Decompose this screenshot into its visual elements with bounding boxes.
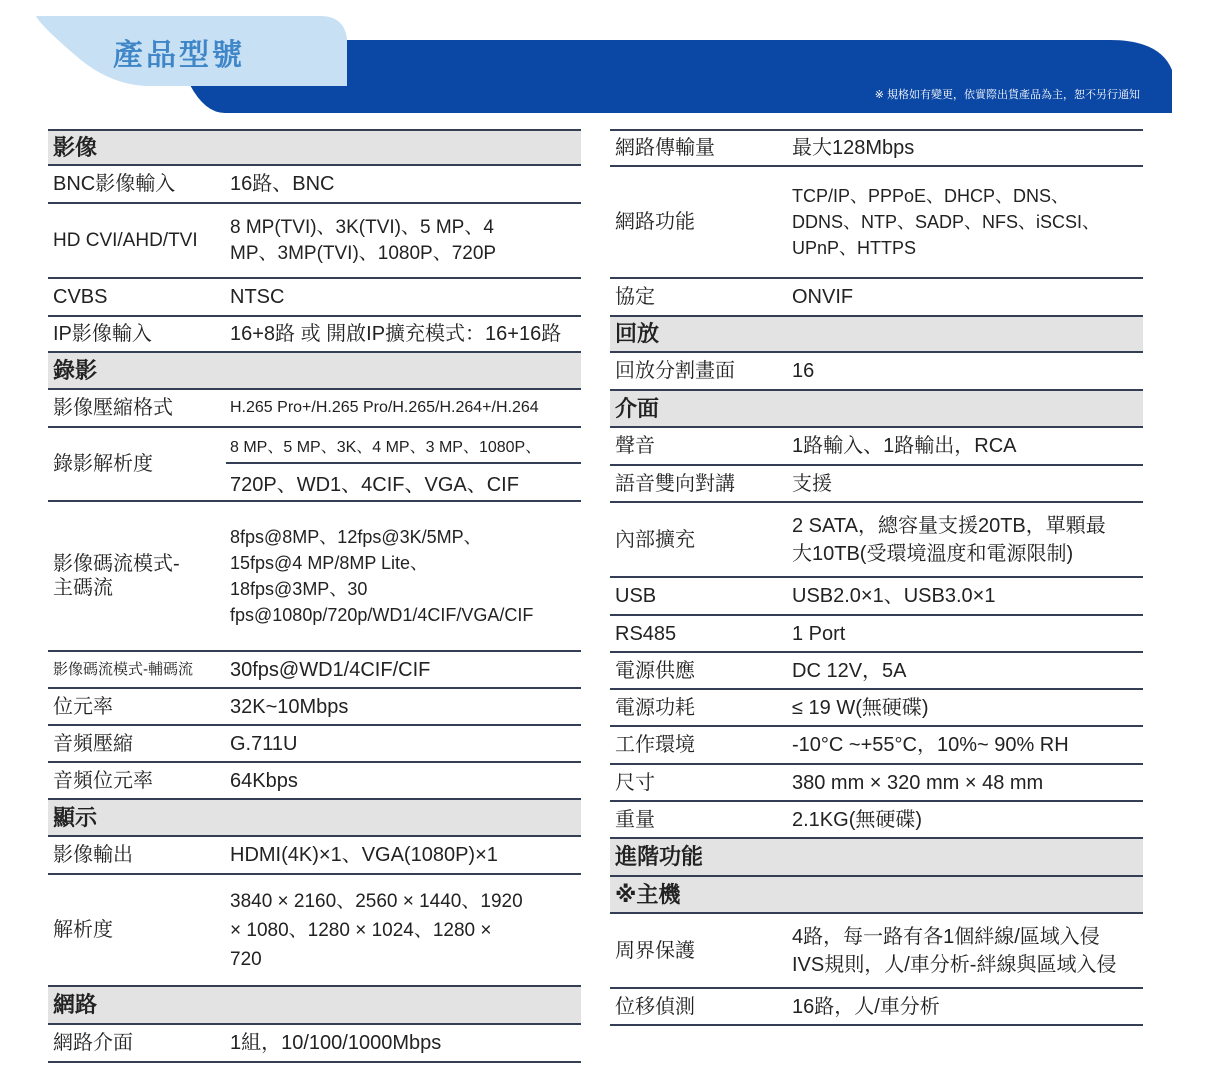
spec-label: 位元率 [53, 695, 113, 718]
spec-value [788, 923, 1116, 979]
spec-row-power-supply [610, 653, 1143, 690]
spec-label [48, 552, 226, 600]
section-host [610, 877, 1143, 914]
section-title: 顯示 [53, 804, 98, 830]
spec-row-audio-bitrate [48, 763, 581, 800]
spec-row-power-consumption [610, 690, 1143, 727]
spec-row-weight [610, 802, 1143, 839]
spec-value [226, 428, 581, 500]
spec-label: 電源功耗 [615, 696, 695, 719]
value-line: DDNS、NTP、SADP、NFS、iSCSI、 [792, 212, 1101, 232]
spec-label: 電源供應 [615, 659, 695, 682]
spec-row-compression [48, 390, 581, 428]
spec-value: 16+8路 或 開啟IP擴充模式：16+16路 [230, 323, 562, 345]
value-line: 8fps@8MP、12fps@3K/5MP、 [230, 527, 482, 547]
spec-label: CVBS [53, 286, 108, 308]
spec-row-usb [610, 578, 1143, 616]
spec-value: 1路輸入、1路輸出，RCA [792, 435, 1017, 457]
spec-label: 內部擴充 [615, 528, 695, 551]
value-line: 大10TB(受環境溫度和電源限制) [792, 542, 1074, 565]
spec-label: 周界保護 [615, 939, 695, 962]
spec-row-environment [610, 727, 1143, 765]
spec-value: 最大128Mbps [792, 137, 915, 159]
spec-value: 1 Port [792, 622, 846, 645]
spec-label: IP影像輸入 [53, 323, 152, 345]
value-line: MP、3MP(TVI)、1080P、720P [230, 242, 497, 264]
spec-row-network-throughput [610, 129, 1143, 167]
spec-change-note: ※ 規格如有變更，依實際出貨產品為主，恕不另行通知 [874, 89, 1140, 101]
spec-row-dimensions [610, 765, 1143, 802]
spec-row-network-interface [48, 1025, 581, 1063]
spec-row-network-functions [610, 167, 1143, 279]
spec-label: 影像壓縮格式 [53, 397, 173, 419]
spec-label: 回放分割畫面 [615, 360, 735, 382]
spec-label: 重量 [615, 808, 655, 831]
value-line: 15fps@4 MP/8MP Lite、 [230, 553, 429, 573]
label-line: 影像碼流模式- [53, 553, 180, 575]
spec-value [788, 183, 1100, 261]
section-title: 網路 [53, 992, 98, 1017]
spec-row-cvbs [48, 279, 581, 317]
spec-label: 協定 [615, 286, 655, 308]
section-title: 進階功能 [615, 844, 704, 869]
value-line: × 1080、1280 × 1024、1280 × [230, 919, 492, 941]
spec-value [226, 215, 496, 267]
spec-label: 工作環境 [615, 734, 695, 756]
value-line: UPnP、HTTPS [792, 238, 917, 258]
section-title: 介面 [615, 395, 660, 421]
spec-label: USB [615, 585, 657, 607]
spec-value: HDMI(4K)×1、VGA(1080P)×1 [230, 844, 498, 866]
spec-row-audio [610, 428, 1143, 466]
spec-value: 2.1KG(無硬碟) [792, 808, 923, 831]
section-title: 錄影 [53, 357, 98, 383]
section-interface [610, 391, 1143, 428]
spec-table-left [48, 129, 581, 1063]
spec-label: 網路介面 [53, 1032, 133, 1054]
spec-label: 位移偵測 [615, 995, 695, 1018]
spec-value: DC 12V，5A [792, 659, 907, 682]
spec-row-main-stream [48, 502, 581, 652]
spec-value: -10°C ~+55°C，10%~ 90% RH [792, 734, 1069, 756]
section-video [48, 129, 581, 166]
section-title: 回放 [615, 321, 660, 346]
spec-value: H.265 Pro+/H.265 Pro/H.265/H.264+/H.264 [230, 399, 539, 416]
spec-value: 支援 [792, 472, 832, 495]
spec-value: ≤ 19 W(無硬碟) [792, 696, 929, 719]
value-line: 18fps@3MP、30 [230, 579, 368, 599]
spec-row-perimeter [610, 914, 1143, 989]
spec-label: 網路傳輸量 [615, 137, 715, 159]
spec-value: 16路、BNC [230, 173, 335, 195]
spec-label: 尺寸 [615, 771, 655, 794]
spec-row-hdcvi [48, 204, 581, 279]
spec-value: G.711U [230, 732, 298, 755]
section-record [48, 353, 581, 390]
value-line: 3840 × 2160、2560 × 1440、1920 [230, 890, 523, 912]
spec-value: ONVIF [792, 286, 854, 308]
spec-row-protocol [610, 279, 1143, 317]
section-title: 影像 [53, 134, 98, 160]
spec-value: 32K~10Mbps [230, 695, 349, 718]
section-playback [610, 317, 1143, 353]
spec-label: RS485 [615, 622, 677, 645]
spec-label: 影像碼流模式-輔碼流 [53, 660, 193, 678]
spec-row-ip-input [48, 317, 581, 353]
section-network [48, 987, 581, 1025]
spec-value: NTSC [230, 286, 285, 308]
spec-value: 16路，人/車分析 [792, 995, 940, 1018]
spec-row-resolution [48, 875, 581, 987]
spec-label: 影像輸出 [53, 844, 133, 866]
spec-row-video-output [48, 837, 581, 875]
spec-label: 聲音 [615, 435, 655, 457]
section-advanced [610, 839, 1143, 877]
spec-row-two-way-talk [610, 466, 1143, 503]
spec-row-playback-split [610, 353, 1143, 391]
spec-value: 30fps@WD1/4CIF/CIF [230, 658, 431, 681]
value-line: 720P、WD1、4CIF、VGA、CIF [230, 473, 519, 496]
spec-row-rs485 [610, 616, 1143, 653]
header-banner [0, 0, 1210, 125]
spec-row-bnc [48, 166, 581, 204]
value-line: 720 [230, 948, 262, 970]
spec-value: 1組，10/100/1000Mbps [230, 1032, 442, 1054]
value-line: fps@1080p/720p/WD1/4CIF/VGA/CIF [230, 605, 534, 625]
spec-value: 64Kbps [230, 769, 298, 792]
spec-label: 音頻壓縮 [53, 732, 133, 755]
label-line: 主碼流 [53, 577, 113, 599]
spec-row-motion-detection [610, 989, 1143, 1026]
spec-value: 16 [792, 360, 815, 382]
value-line: TCP/IP、PPPoE、DHCP、DNS、 [792, 186, 1070, 206]
spec-label: 解析度 [53, 919, 113, 941]
spec-value [788, 512, 1106, 568]
value-line: 8 MP、5 MP、3K、4 MP、3 MP、1080P、 [226, 428, 581, 464]
section-title: ※主機 [615, 881, 681, 907]
spec-label: 音頻位元率 [53, 769, 153, 792]
spec-label: 語音雙向對講 [615, 472, 735, 495]
page-title: 產品型號 [113, 39, 245, 72]
value-line: 4路，每一路有各1個絆線/區域入侵 [792, 925, 1100, 948]
spec-row-sub-stream [48, 652, 581, 689]
value-line: IVS規則，人/車分析-絆線與區域入侵 [792, 953, 1117, 976]
value-line: 8 MP(TVI)、3K(TVI)、5 MP、4 [230, 216, 494, 238]
spec-value: 380 mm × 320 mm × 48 mm [792, 771, 1044, 794]
spec-table-right [610, 129, 1143, 1026]
spec-row-audio-compression [48, 726, 581, 763]
spec-row-internal-storage [610, 503, 1143, 578]
spec-label: HD CVI/AHD/TVI [53, 229, 198, 251]
spec-label: BNC影像輸入 [53, 173, 176, 195]
section-display [48, 800, 581, 837]
spec-label: 錄影解析度 [53, 453, 153, 475]
spec-value [226, 887, 523, 974]
spec-value [226, 524, 533, 628]
spec-value: USB2.0×1、USB3.0×1 [792, 585, 996, 607]
spec-label: 網路功能 [615, 211, 695, 233]
spec-row-bitrate [48, 689, 581, 726]
spec-row-record-resolution [48, 428, 581, 502]
value-line: 2 SATA，總容量支援20TB，單顆最 [792, 514, 1106, 537]
